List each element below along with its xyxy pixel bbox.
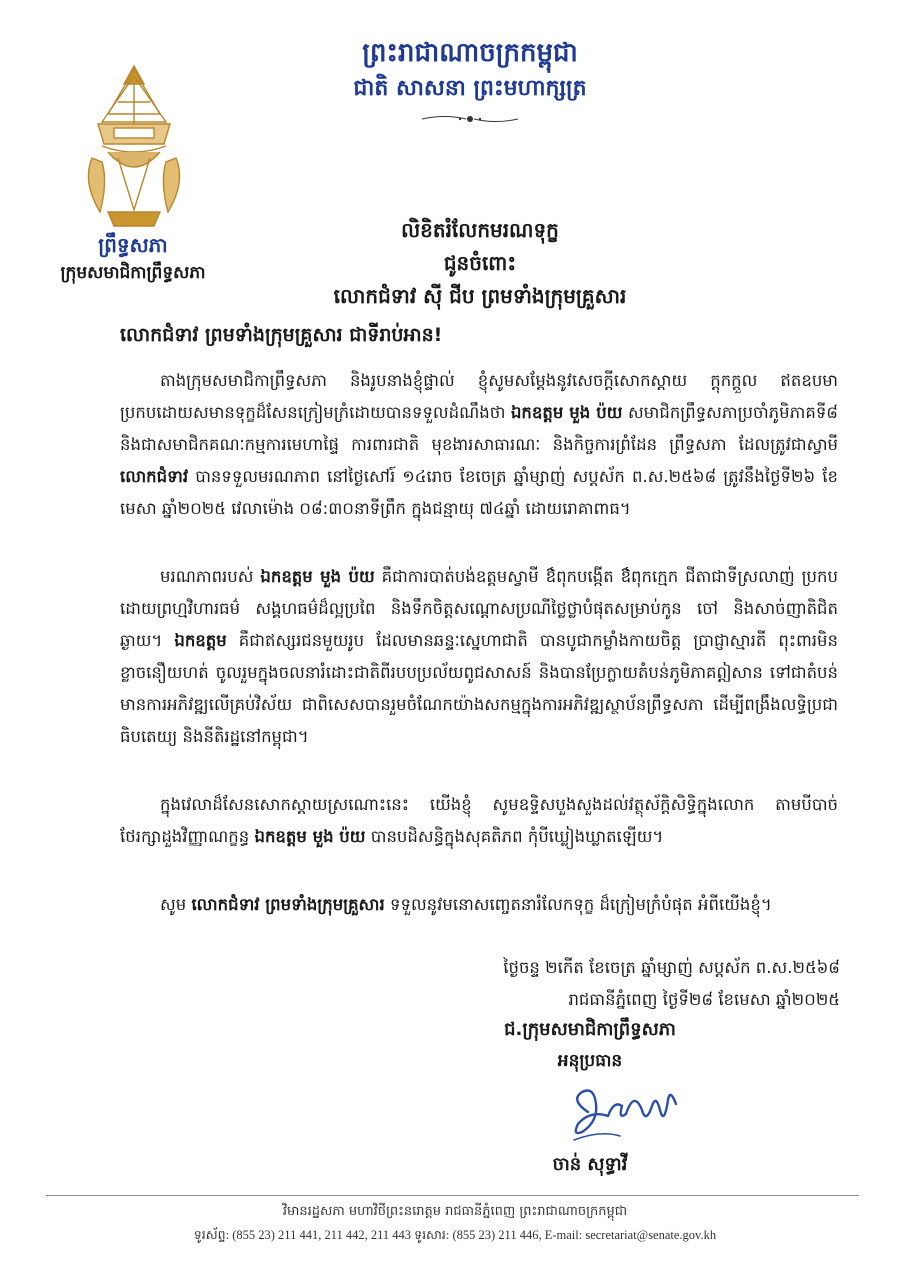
paragraph-4	[120, 889, 838, 921]
kingdom-heading: ព្រះរាជាណាចក្រកម្ពុជា	[362, 38, 578, 68]
signatory-name: ចាន់ សុទ្ធាវី	[552, 1154, 628, 1175]
footer-divider	[46, 1195, 859, 1196]
p1-text-c: បានទទួលមរណភាព នៅថ្ងៃសៅរ៍ ១៤រោច ខែចេត្រ ឆ្នាំម្សាញ់ សប្តស័ក ព.ស.២៥៦៨ ត្រូវនឹងថ្ងៃទី២៦ ខែមេសា ឆ្នាំ២០២៥ វេលាម៉ោង ០៨:៣០នាទីព្រឹក ក្នុងជន្មាយុ ៧៤ឆ្នាំ ដោយរោគាពាធ។	[120, 467, 838, 518]
footer-address: វិមានរដ្ឋសភា មហាវិថីព្រះនរោត្តម រាជធានីភ្នំពេញ ព្រះរាជាណាចក្រកម្ពុជា	[282, 1204, 628, 1219]
p3-deceased-name: ឯកឧត្តម មួង ប៉យ	[254, 827, 366, 846]
solar-date: រាជធានីភ្នំពេញ ថ្ងៃទី២៨ ខែមេសា ឆ្នាំ២០២៥	[568, 990, 840, 1009]
paragraph-2	[120, 561, 838, 753]
p2-text-c: គឺជាឥស្សរជនមួយរូប ដែលមានឆន្ទៈស្នេហាជាតិ បានបូជាកម្លាំងកាយចិត្ត ប្រាជ្ញាស្មារតី ពុះពារមិនខ្លាចនឿយហត់ ចូលរួមក្នុងចលនារំដោះជាតិពីរបបប្រល័យពូជសាសន៍ និងបានប្រែក្លាយតំបន់ភូមិភាគឦសាន ទៅជាតំបន់មានការអភិវឌ្ឍលើគ្រប់វិស័យ ជាពិសេសបានរួមចំណែកយ៉ាងសកម្មក្នុងការអភិវឌ្ឍស្ថាប័នព្រឹទ្ធសភា ដើម្បីពង្រឹងលទ្ធិប្រជាធិបតេយ្យ និងនីតិរដ្ឋនៅកម្ពុជា។	[120, 631, 838, 746]
senate-name: ព្រឹទ្ធសភា	[98, 233, 168, 257]
handwritten-signature-icon	[560, 1070, 700, 1150]
lunar-date: ថ្ងៃចន្ទ ២កើត ខែចេត្រ ឆ្នាំម្សាញ់ សប្តស័ក ព.ស.២៥៦៨	[503, 958, 840, 977]
salutation: លោកជំទាវ ព្រមទាំងក្រុមគ្រួសារ ជាទីរាប់អាន!	[120, 324, 443, 346]
p2-text-a: មរណភាពរបស់	[160, 567, 254, 586]
p3-text-a: ក្នុងវេលាដ៏សែនសោកស្តាយស្រណោះនេះ យើងខ្ញុំ សូមឧទ្ទិសបួងសួងដល់វត្ថុស័ក្តិសិទ្ធិក្នុងលោក តាមបីបាច់ថែរក្សាដួងវិញ្ញាណក្ខន្ធ	[120, 795, 838, 846]
p4-text-b: ទទួលនូវមនោសញ្ចេតនារំលែកទុក្ខ ដ៏ក្រៀមក្រំបំផុត អំពីយើងខ្ញុំ។	[390, 895, 772, 914]
senate-women-group: ក្រុមសមាជិកាព្រឹទ្ធសភា	[60, 263, 206, 283]
p4-text-a: សូម	[160, 895, 187, 914]
signatory-role: អនុប្រធាន	[557, 1051, 623, 1071]
senate-emblem-icon	[78, 62, 190, 230]
letter-title: លិខិតរំលែកមរណទុក្ខ	[401, 218, 559, 242]
p2-deceased-name: ឯកឧត្តម មួង ប៉យ	[260, 567, 375, 586]
p3-text-b: បានបដិសន្ធិក្នុងសុគតិភព កុំបីឃ្លៀងឃ្លាតឡើយ។	[370, 827, 664, 846]
national-motto: ជាតិ សាសនា ព្រះមហាក្សត្រ	[353, 76, 587, 101]
letter-recipient: លោកជំទាវ ស៊ី ជីប ព្រមទាំងក្រុមគ្រួសារ	[333, 284, 627, 308]
paragraph-1	[120, 365, 838, 525]
footer-contact: ទូរស័ព្ទ: (855 23) 211 441, 211 442, 211 443 ទូរសារ: (855 23) 211 446, E-mail: secretariat@senate.gov.kh	[193, 1228, 717, 1242]
signatory-organization: ជ.ក្រុមសមាជិកាព្រឹទ្ធសភា	[504, 1019, 676, 1040]
p2-text-b: គឺជាការបាត់បង់ឧត្តមស្វាមី ឳពុកបង្កើត ឳពុកក្មេក ជីតាជាទីស្រលាញ់ ប្រកបដោយព្រហ្មវិហារធម៌ សង្គហធម៌ដ៏ល្អប្រពៃ និងទឹកចិត្តសណ្តោសប្រណីថ្លៃថ្លាបំផុតសម្រាប់កូន ចៅ និងសាច់ញាតិជិតឆ្ងាយ។	[120, 567, 838, 650]
p4-recipient: លោកជំទាវ ព្រមទាំងក្រុមគ្រួសារ	[191, 895, 385, 914]
letter-addressed-to: ជូនចំពោះ	[443, 251, 517, 275]
p2-title: ឯកឧត្តម	[174, 631, 227, 650]
p1-text-b: សមាជិកព្រឹទ្ធសភាប្រចាំភូមិភាគទី៨ និងជាសមាជិកគណៈកម្មការមេហាផ្ទៃ ការពារជាតិ មុខងារសាធារណៈ និងកិច្ចការព្រំដែន ព្រឹទ្ធសភា ដែលត្រូវជាស្វាមី	[120, 403, 838, 454]
p1-text-a: តាងក្រុមសមាជិកាព្រឹទ្ធសភា និងរូបនាងខ្ញុំផ្ទាល់ ខ្ញុំសូមសម្តែងនូវសេចក្តីសោកស្តាយ ក្តុកក្តួល ឥតឧបមា ប្រកបដោយសមានទុក្ខដ៏សែនក្រៀមក្រំដោយបានទទួលដំណឹងថា	[120, 371, 838, 422]
p1-deceased-name: ឯកឧត្តម មួង ប៉យ	[510, 403, 623, 422]
paragraph-3	[120, 789, 838, 853]
letter-title-block	[250, 214, 710, 313]
p1-spouse: លោកជំទាវ	[120, 467, 189, 486]
ornament-divider-icon	[420, 112, 520, 126]
